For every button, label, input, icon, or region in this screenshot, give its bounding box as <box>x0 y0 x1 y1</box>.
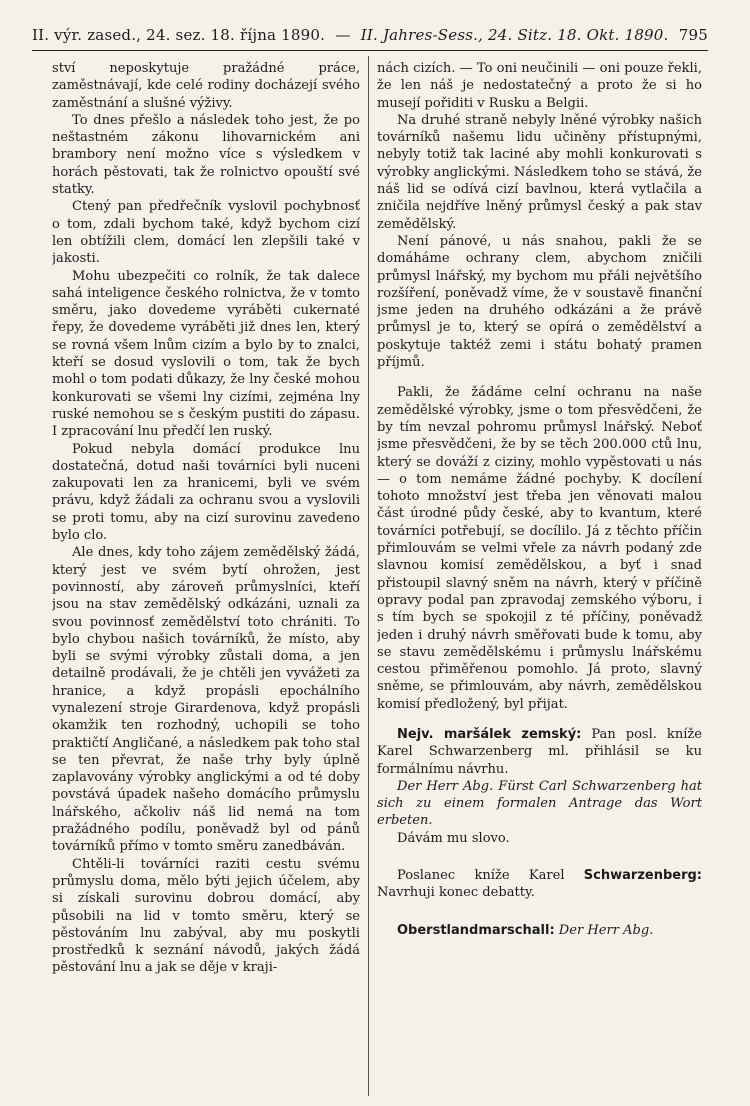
header-czech: II. výr. zased., 24. sez. 18. října 1890. <box>32 26 326 44</box>
paragraph: To dnes přešlo a následek toho jest, že po neštastném zákonu lihovarnickém ani brambory není možno více s výsledkem v horách pěstovati, tak že rolnictvo opouští své statky. <box>52 112 360 198</box>
paragraph: Na druhé straně nebyly lněné výrobky našich továrníků našemu lidu učiněny přístupnými, nebyly totiž tak laciné aby mohli konkurovati s výrobky anglickými. Následkem toho se stává, že náš lid se odívá cizí bavlnou, která vytlačila a zničila nejdříve lněný průmysl český a pak stav zemědělský. <box>377 112 702 232</box>
speaker-name: Nejv. maršálek zemský: <box>397 726 582 742</box>
paragraph: Pakli, že žádáme celní ochranu na naše zemědělské výrobky, jsme o tom přesvědčeni, že by tím nevzal pohromu průmysl lnářský. Neboť jsme přesvědčeni, že by se těch 200.000 ctů lnu, který se dováží z ciziny, mohlo vypěstovati u nás — o tom nemáme žádné pochyby. K docílení tohoto množství jest třeba jen věnovati malou část úrodné půdy české, aby to kvantum, které továrníci potřebují, se docílilo. Já z těchto příčin přimlouvám se velmi vřele za návrh podaný zde slavnou komisí zemědělskou, a byť i snad přistoupil slavný sněm na návrh, který v příčině opravy podal pan zpravodaj zemského výboru, i s tím bych se spokojil z té příčiny, poněvadž jeden i druhý návrh směřovati bude k tomu, aby se stavu zemědělskému i průmyslu lnářskému cestou přiměřenou pomohlo. Já proto, slavný sněme, se přimlouvám, aby návrh, zemědělskou komisí předložený, byl přijat. <box>377 385 702 712</box>
paragraph: Mohu ubezpečiti co rolník, že tak dalece sahá inteligence českého rolnictva, že v tomto směru, jako dovedeme vyráběti cukernaté řepy, že dovedeme vyráběti již dnes len, který se rovná všem lnům cizím a bylo by to znalci, kteří se dosud vyslovili o tom, tak že bych mohl o tom podati důkazy, že lny české mohou konkurovati se všemi lny cizími, zejména lny ruské nemohou se s českým pustiti do zápasu. I zpracování lnu předčí len ruský. <box>52 268 360 440</box>
page-number: 795 <box>678 26 708 44</box>
speaker-text: Navrhuji konec debatty. <box>377 885 535 901</box>
paragraph: Není pánové, u nás snahou, pakli že se domáháme ochrany clem, abychom zničili průmysl lnářský, my bychom mu přáli největšího rozšíření, poněvadž víme, že v soustavě finanční jsme jeden na druhého odkázáni a že právě průmysl je to, který se opírá o zemědělství a poskytuje taktéž zemi i státu bohatý pramen příjmů. <box>377 233 702 371</box>
speaker-name: Schwarzenberg: <box>583 868 702 884</box>
paragraph: nách cizích. — To oni neučinili — oni pouze řekli, že len náš je nedostatečný a proto že si ho musejí pořiditi v Rusku a Belgii. <box>377 61 702 111</box>
paragraph: ství neposkytuje pražádné práce, zaměstnávají, kde celé rodiny docházejí svého zaměstnání a slušné výživy. <box>52 61 360 111</box>
speaker-name: Oberstlandmarschall: <box>397 922 555 938</box>
speaker-paragraph <box>377 922 702 939</box>
header-separator: — <box>335 26 351 44</box>
speaker-paragraph <box>377 867 702 902</box>
paragraph: Chtěli-li továrníci raziti cestu svému průmyslu doma, mělo býti jejich účelem, aby si získali surovinu dobrou domácí, aby působili na lid v tomto směru, který se pěstováním lnu zabýval, aby mu poskytli prostředků k seznání návodů, jakých žádá pěstování lnu a jak se děje v kraji- <box>52 856 360 976</box>
paragraph: Ale dnes, kdy toho zájem zemědělský žádá, který jest ve svém bytí ohrožen, jest povinností, aby zároveň průmyslníci, kteří jsou na stav zemědělský odkázáni, uznali za svou povinnosť zemědělství toto chrániti. To bylo chybou našich továrníků, že místo, aby byli se svými výrobky zůstali doma, a jen detailně prodávali, že je chtěli jen vyvážeti za hranice, a když propásli epochálního vynalezení stroje Girardenova, když propásli okamžik ten rozhodný, uchopili se toho praktičtí Angličané, a následkem pak toho stal se ten převrat, že naše trhy byly úplně zaplavovány výrobky anglickými a od té doby povstává úpadek našeho domácího průmyslu lnářského, ačkoliv náš lid nemá na tom pražádného podílu, poněvadž byl od pánů továrníků přímo v tomto směru zanedbáván. <box>52 545 360 855</box>
paragraph: Pokud nebyla domácí produkce lnu dostatečná, dotud naši továrníci byli nuceni zakupovati len za hranicemi, byli ve svém právu, když žádali za ochranu svou a vyslovili se proti tomu, aby na cizí surovinu zavedeno bylo clo. <box>52 441 360 544</box>
left-column <box>52 60 360 1098</box>
header-rule <box>32 50 708 51</box>
paragraph: Ctený pan předřečník vyslovil pochybnosť o tom, zdali bychom také, když bychom cizí len obtížili clem, domácí len zlepšili také v jakosti. <box>52 199 360 267</box>
speaker-text: Pan posl. kníže Karel Schwarzenberg ml. přihlásil se ku formálnímu návrhu. <box>377 726 702 777</box>
german-paragraph: Der Herr Abg. Fürst Carl Schwarzenberg hat sich zu einem formalen Antrage das Wort erbeten. <box>377 778 702 829</box>
header-german: II. Jahres-Sess., 24. Sitz. 18. Okt. 1890. <box>360 26 669 44</box>
column-divider <box>368 56 369 1096</box>
speaker-paragraph <box>377 726 702 778</box>
paragraph: Dávám mu slovo. <box>397 830 510 846</box>
page-header <box>32 26 708 50</box>
right-column <box>377 60 702 1098</box>
speaker-text: Der Herr Abg. <box>554 922 654 938</box>
speaker-prefix: Poslanec kníže Karel <box>397 868 584 884</box>
